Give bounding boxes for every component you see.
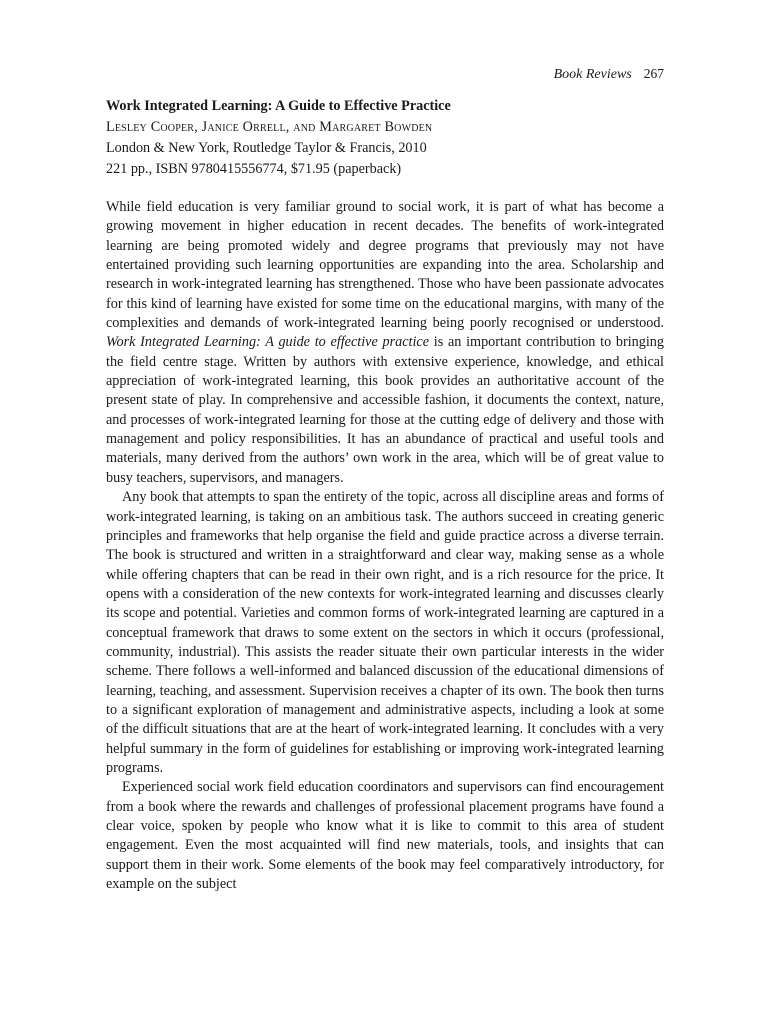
book-publisher: London & New York, Routledge Taylor & Francis, 2010 <box>106 140 427 156</box>
book-authors: Lesley Cooper, Janice Orrell, and Margaret Bowden <box>106 119 433 135</box>
review-body <box>106 198 664 894</box>
book-citation <box>106 96 664 180</box>
review-paragraph-3: Experienced social work field education coordinators and supervisors can find encouragement from a book where the rewards and challenges of professional placement programs have found a clear voice, spoken by people who know what it is like to commit to this area of student engagement. Even the most acquainted will find new materials, tools, and insights that can support them in their work. Some elements of the book may feel comparatively introductory, for example on the subject <box>106 779 664 893</box>
running-head-section: Book Reviews <box>553 67 632 82</box>
book-details: 221 pp., ISBN 9780415556774, $71.95 (paperback) <box>106 161 402 177</box>
review-p1-text-b: is an important contribution to bringing the field centre stage. Written by authors with extensive experience, knowledge, and ethical appreciation of work-integrated learning, this book provides an authoritative account of the present state of play. In comprehensive and accessible fashion, it documents the context, nature, and processes of work-integrated learning for those at the cutting edge of delivery and those with management and policy responsibilities. It has an abundance of practical and useful tools and materials, many derived from the authors’ own work in the area, which will be of great value to busy teachers, supervisors, and managers. <box>106 334 664 486</box>
page-number: 267 <box>643 66 664 81</box>
review-p1-italic-title: Work Integrated Learning: A guide to effective practice <box>106 334 429 351</box>
book-title: Work Integrated Learning: A Guide to Effective Practice <box>106 98 451 114</box>
review-paragraph-2: Any book that attempts to span the entirety of the topic, across all discipline areas and forms of work-integrated learning, is taking on an ambitious task. The authors succeed in creating generic principles and frameworks that help organise the field and guide practice across a diverse terrain. The book is structured and written in a straightforward and clear way, making sense as a whole while offering chapters that can be read in their own right, and is a rich resource for the price. It opens with a consideration of the new contexts for work-integrated learning and discusses clearly its scope and potential. Varieties and common forms of work-integrated learning are captured in a conceptual framework that draws to some extent on the sectors in which it occurs (professional, community, industrial). This assists the reader situate their own particular interests in the wider scheme. There follows a well-informed and balanced discussion of the educational dimensions of learning, teaching, and assessment. Supervision receives a chapter of its own. The book then turns to a significant exploration of management and administrative aspects, including a look at some of the difficult situations that are at the heart of work-integrated learning. It concludes with a very helpful summary in the form of guidelines for establishing or improving work-integrated learning programs. <box>106 489 664 776</box>
review-p1-text-a: While field education is very familiar ground to social work, it is part of what has become a growing movement in higher education in recent decades. The benefits of work-integrated learning are being promoted widely and degree programs that previously may not have entertained providing such learning opportunities are expanding into the area. Scholarship and research in work-integrated learning has strengthened. Those who have been passionate advocates for this kind of learning have existed for some time on the educational margins, with many of the complexities and demands of work-integrated learning being poorly recognised or understood. <box>106 199 664 332</box>
review-paragraph-1 <box>106 198 664 488</box>
running-head <box>106 64 664 85</box>
journal-page <box>106 64 664 894</box>
